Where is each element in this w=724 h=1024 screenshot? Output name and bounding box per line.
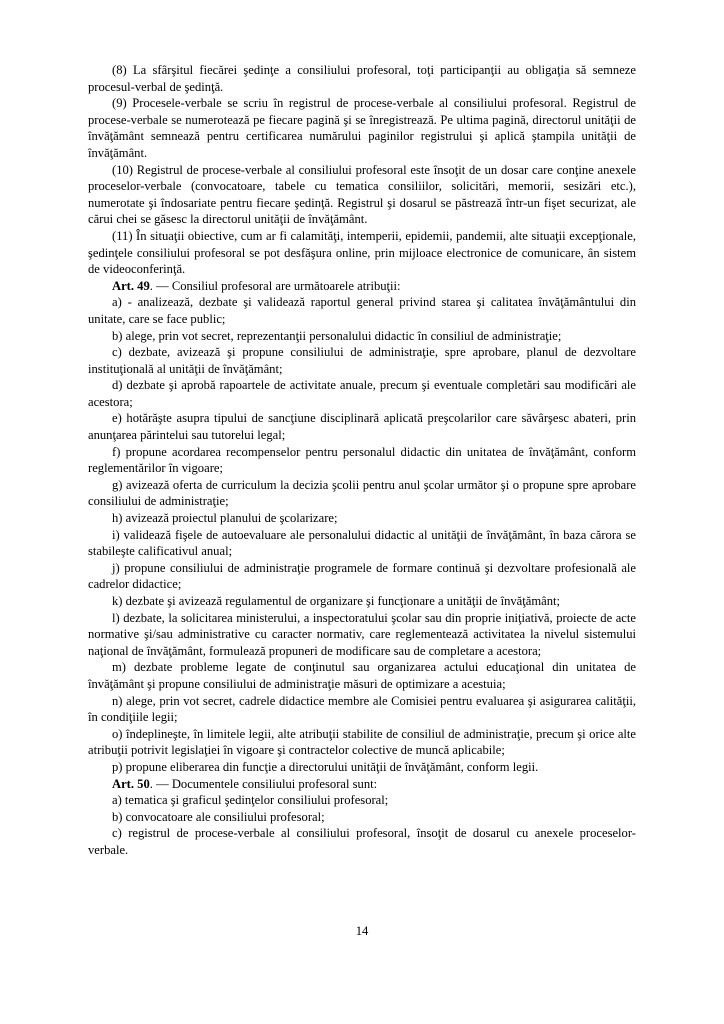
documents-item-a: a) tematica şi graficul şedinţelor consiliului profesoral; (112, 793, 389, 808)
article-49-label: Art. 49 (112, 278, 150, 293)
list-item-c: c) dezbate, avizează şi propune consiliului de administraţie, spre aprobare, planul de dezvoltare instituţională al unităţii de învăţământ; (88, 345, 636, 376)
list-item-l: l) dezbate, la solicitarea ministerului, a inspectoratului şcolar sau din proprie iniţiativă, proiecte de acte normative şi/sau administrative cu caracter normativ, care reglementează activitatea la nivelul sistemului naţional de învăţământ, formulează propuneri de modificare sau de completare a acestora; (88, 610, 636, 658)
list-item-f: f) propune acordarea recompenselor pentru personalul didactic din unitatea de învăţământ, conform reglementărilor în vigoare; (88, 444, 636, 476)
article-50-label: Art. 50 (112, 776, 150, 791)
list-item-h: h) avizează proiectul planului de şcolarizare; (112, 511, 338, 526)
paragraph-11: (11) În situaţii obiective, cum ar fi calamităţi, intemperii, epidemii, pandemii, alte situaţii excepţionale, şedinţele consiliului profesoral se pot desfăşura online, prin mijloace electronice de comunicare, ân sistem de videoconferinţă. (88, 228, 636, 277)
list-item-a: a) - analizează, dezbate şi validează raportul general privind starea şi calitatea învăţământului din unitate, care se face public; (88, 295, 636, 326)
page-number: 14 (355, 924, 369, 938)
list-item-o: o) îndeplineşte, în limitele legii, alte atribuţii stabilite de consiliul de administraţie, precum şi orice alte atribuţii potrivit legislaţiei în vigoare şi contractelor colective de muncă aplicabile; (88, 726, 636, 758)
list-item-k: k) dezbate şi avizează regulamentul de organizare şi funcţionare a unităţii de învăţământ; (112, 594, 561, 608)
article-50-heading (88, 776, 636, 793)
list-item-g: g) avizează oferta de curriculum la decizia şcolii pentru anul şcolar următor şi o propune spre aprobare consiliului de administraţie; (88, 477, 636, 509)
list-item-n: n) alege, prin vot secret, cadrele didactice membre ale Comisiei pentru evaluarea şi asigurarea calităţii, în condiţiile legii; (88, 693, 636, 725)
document-body (88, 62, 636, 859)
article-50-text: . — Documentele consiliului profesoral sunt: (149, 776, 378, 791)
list-item-d: d) dezbate şi aprobă rapoartele de activitate anuale, precum şi eventuale completări sau modificări ale acestora; (88, 378, 636, 409)
article-49-heading (88, 278, 636, 295)
article-49-text: . — Consiliul profesoral are următoarele atribuţii: (149, 278, 401, 293)
list-item-b: b) alege, prin vot secret, reprezentanţii personalului didactic în consiliul de administraţie; (112, 328, 562, 343)
paragraph-8: (8) La sfârşitul fiecărei şedinţe a consiliului profesoral, toţi participanţii au obligaţia să semneze procesul-verbal de şedinţă. (88, 63, 636, 94)
list-item-i: i) validează fişele de autoevaluare ale personalului didactic al unităţii de învăţământ, în baza cărora se stabileşte calificativul anual; (88, 527, 636, 559)
list-item-p: p) propune eliberarea din funcţie a directorului unităţii de învăţământ, conform legii. (112, 759, 539, 774)
list-item-m: m) dezbate probleme legate de conţinutul sau organizarea actului educaţional din unitatea de învăţământ şi propune consiliului de administraţie măsuri de optimizare a acestuia; (88, 660, 636, 691)
documents-item-b: b) convocatoare ale consiliului profesoral; (112, 809, 325, 824)
documents-item-c: c) registrul de procese-verbale al consiliului profesoral, însoţit de dosarul cu anexele proceselor-verbale. (88, 826, 636, 857)
list-item-j: j) propune consiliului de administraţie programele de formare continuă şi dezvoltare profesională ale cadrelor didactice; (88, 560, 636, 592)
paragraph-10: (10) Registrul de procese-verbale al consiliului profesoral este însoţit de un dosar care conţine anexele proceselor-verbale (convocatoare, tabele cu tematica consiliilor, solicitări, memorii, sesizări etc.), numerotate şi îndosariate pentru fiecare şedinţă. Registrul şi dosarul se păstrează într-un fişet securizat, ale cărui chei se găsesc la directorul unităţii de învăţământ. (88, 162, 636, 227)
paragraph-9: (9) Procesele-verbale se scriu în registrul de procese-verbale al consiliului profesoral. Registrul de procese-verbale se numerotează pe fiecare pagină şi se înregistrează. Pe ultima pagină, directorul unităţii de învăţământ semnează pentru certificarea numărului paginilor registrului şi aplică ştampila unităţii de învăţământ. (88, 96, 636, 160)
list-item-e: e) hotărăşte asupra tipului de sancţiune disciplinară aplicată preşcolarilor care săvârşesc abateri, prin anunţarea părintelui sau tutorelui legal; (88, 411, 636, 443)
